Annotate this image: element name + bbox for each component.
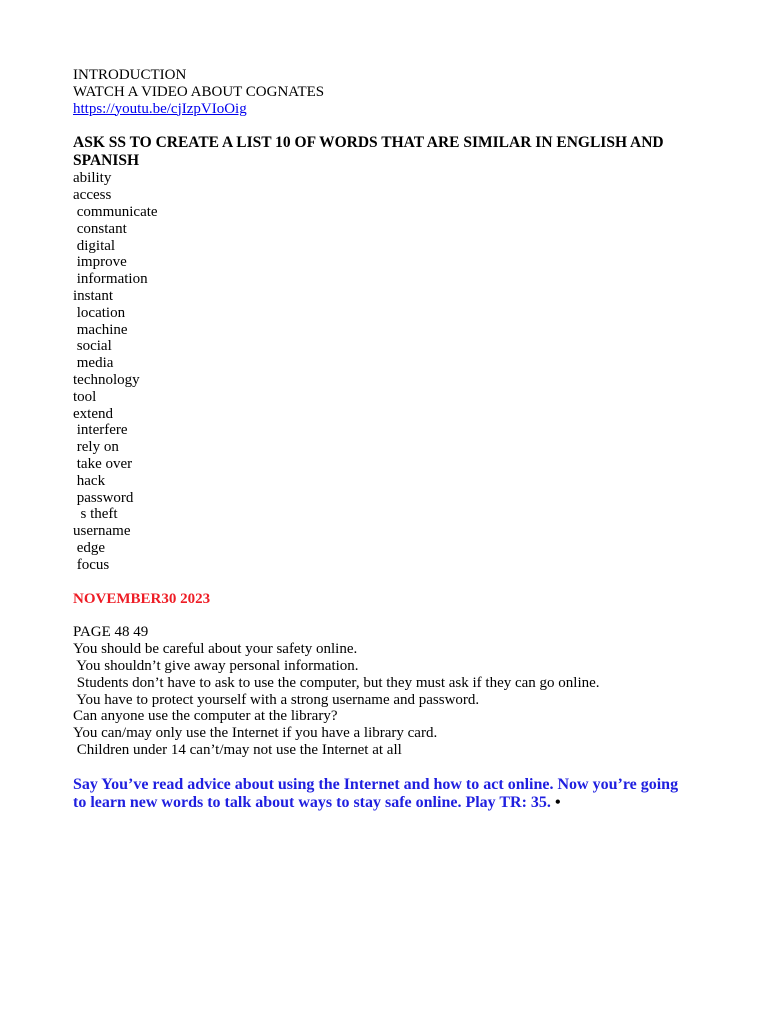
closing-instruction — [73, 776, 693, 812]
list-item: instant — [73, 287, 113, 304]
intro-subtitle: WATCH A VIDEO ABOUT COGNATES — [73, 83, 325, 100]
list-item: technology — [73, 371, 140, 388]
date-heading: NOVEMBER30 2023 — [73, 590, 211, 607]
intro-title: INTRODUCTION — [73, 67, 187, 83]
sentence: You have to protect yourself with a strong username and password. — [73, 691, 480, 708]
spacer — [73, 607, 693, 624]
lesson-sentences — [73, 641, 693, 759]
list-item: machine — [73, 321, 128, 338]
sentence: You shouldn’t give away personal information. — [73, 657, 359, 674]
sentence: Can anyone use the computer at the library? — [73, 708, 338, 725]
sentence: You can/may only use the Internet if you have a library card. — [73, 725, 438, 742]
list-item: location — [73, 304, 126, 321]
list-item: username — [73, 523, 131, 540]
list-item: rely on — [73, 439, 119, 456]
list-item: improve — [73, 254, 127, 271]
list-item: password — [73, 489, 134, 506]
list-item: digital — [73, 237, 116, 254]
list-item: hack — [73, 472, 106, 489]
list-item: information — [73, 271, 148, 288]
sentence: Students don’t have to ask to use the computer, but they must ask if they can go online. — [73, 674, 600, 691]
sentence: You should be careful about your safety online. — [73, 641, 358, 658]
list-item: extend — [73, 405, 113, 422]
sentence: Children under 14 can’t/may not use the Internet at all — [73, 741, 402, 758]
list-item: focus — [73, 556, 110, 573]
list-item: media — [73, 355, 114, 372]
task-heading: ASK SS TO CREATE A LIST 10 OF WORDS THAT ARE SIMILAR IN ENGLISH AND SPANISH — [73, 134, 664, 170]
list-item: s theft — [73, 506, 118, 523]
list-item: edge — [73, 539, 106, 556]
video-link[interactable]: https://youtu.be/cjIzpVIoOig — [73, 100, 247, 117]
list-item: tool — [73, 388, 97, 405]
list-item: ability — [73, 170, 112, 187]
bullet-mark: • — [550, 793, 561, 811]
document-page — [73, 67, 693, 828]
list-item: take over — [73, 455, 133, 472]
list-item: constant — [73, 220, 127, 237]
list-item: social — [73, 338, 112, 355]
list-item: access — [73, 187, 112, 204]
list-item: communicate — [73, 203, 158, 220]
page-reference: PAGE 48 49 — [73, 624, 149, 641]
word-list — [73, 170, 693, 573]
closing-text: Say You’ve read advice about using the Internet and how to act online. Now you’re going to learn new words to talk about ways to stay safe online. Play TR: 35. — [73, 775, 679, 811]
list-item: interfere — [73, 422, 128, 439]
